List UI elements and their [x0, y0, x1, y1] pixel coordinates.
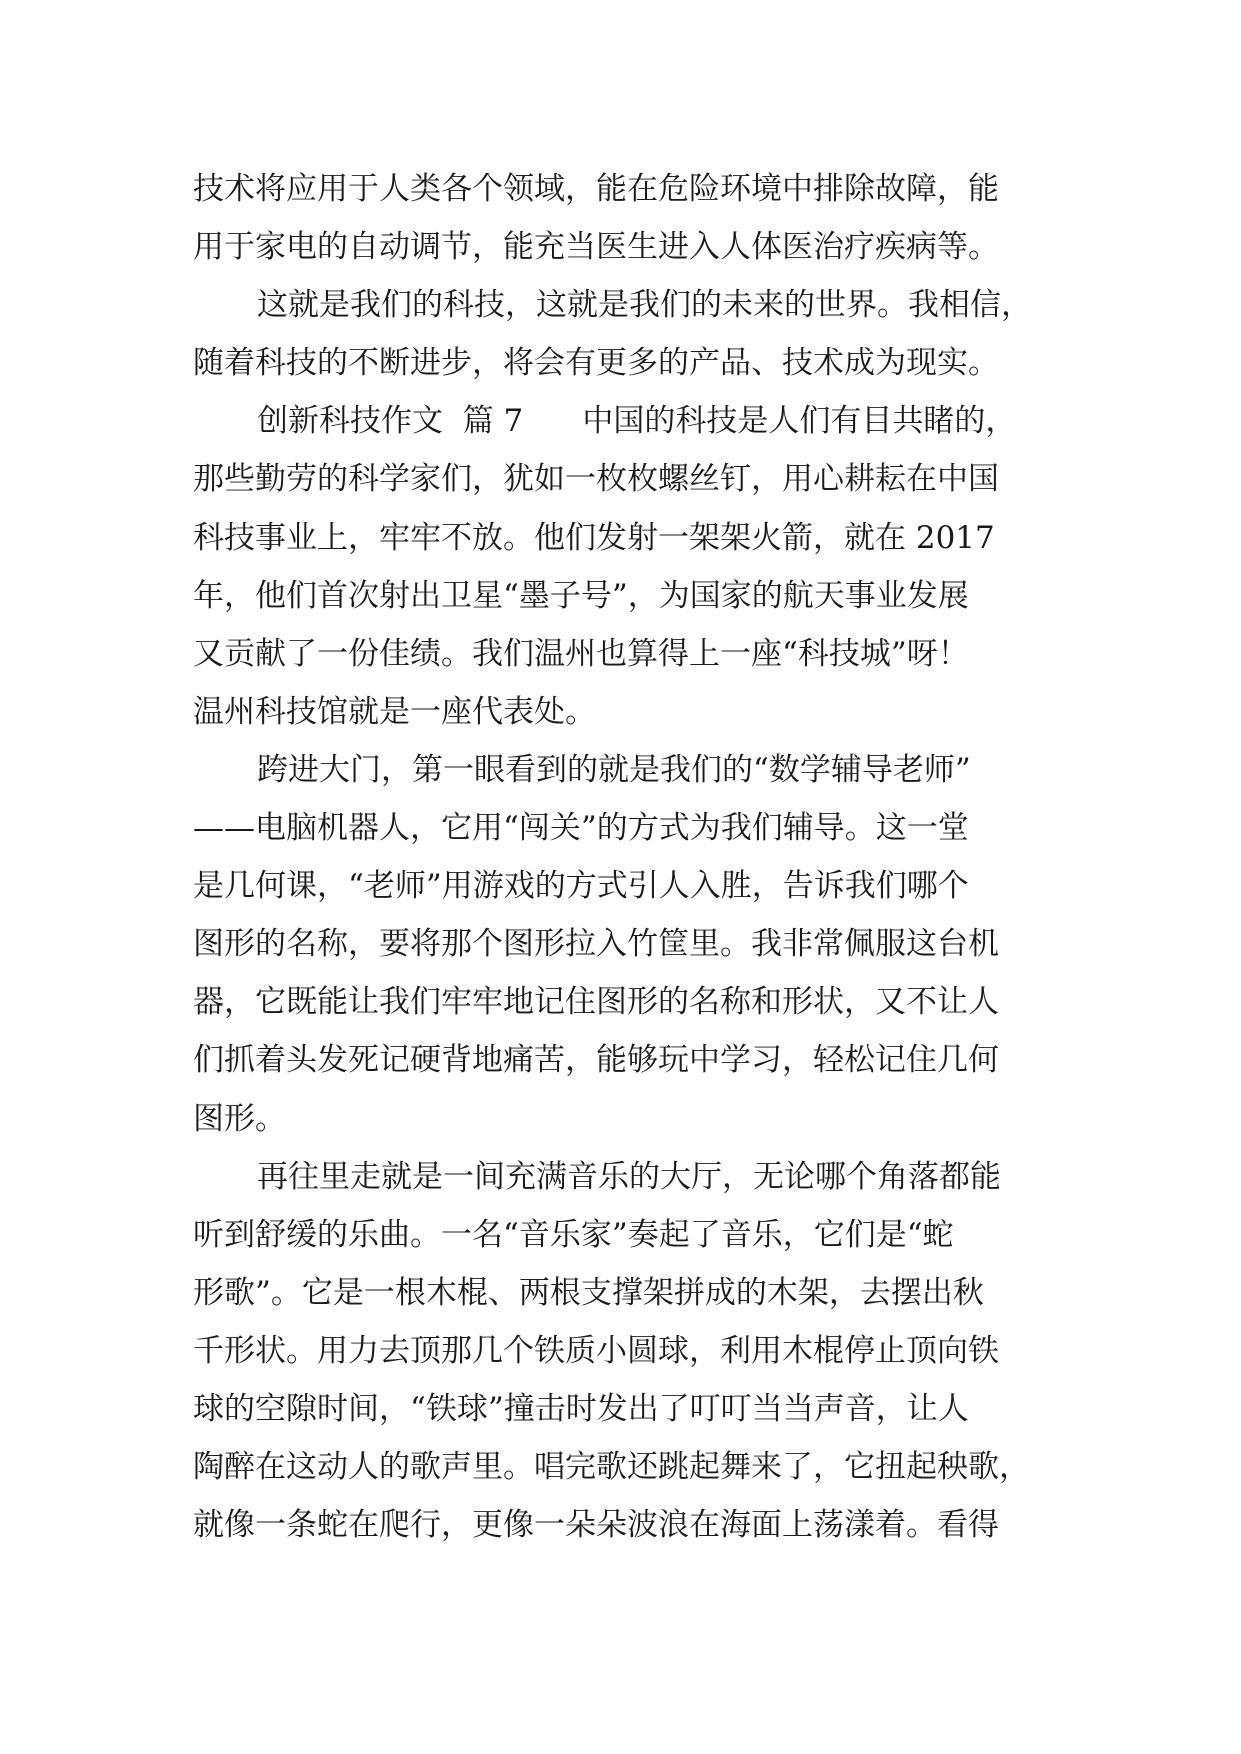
text-line: 听到舒缓的乐曲。一名“音乐家”奏起了音乐，它们是“蛇 — [193, 1216, 954, 1253]
text-line: 就像一条蛇在爬行，更像一朵朵波浪在海面上荡漾着。看得 — [193, 1507, 999, 1544]
essay-body — [193, 160, 1073, 1554]
text-line: 形歌”。它是一根木棍、两根支撑架拼成的木架，去摆出秋 — [193, 1274, 984, 1311]
text-line: 陶醉在这动人的歌声里。唱完歌还跳起舞来了，它扭起秧歌， — [193, 1449, 1030, 1486]
text-line: 球的空隙时间，“铁球”撞击时发出了叮叮当当声音，让人 — [193, 1390, 969, 1427]
text-line: 技术将应用于人类各个领域，能在危险环境中排除故障，能 — [193, 171, 999, 207]
text-line: 图形。 — [193, 1100, 286, 1137]
paragraph-start-line: 再往里走就是一间充满音乐的大厅，无论哪个角落都能 — [257, 1158, 1001, 1195]
text-line: 温州科技馆就是一座代表处。 — [193, 693, 596, 730]
text-line: 们抓着头发死记硬背地痛苦，能够玩中学习，轻松记住几何 — [193, 1042, 999, 1079]
text-line: 是几何课，“老师”用游戏的方式引人入胜，告诉我们哪个 — [193, 868, 969, 905]
text-line: ——电脑机器人，它用“闯关”的方式为我们辅导。这一堂 — [193, 810, 969, 847]
paragraph-start-line: 这就是我们的科技，这就是我们的未来的世界。我相信， — [257, 287, 1032, 324]
text-line: 图形的名称，要将那个图形拉入竹筐里。我非常佩服这台机 — [193, 926, 999, 963]
paragraph-start-line: 跨进大门，第一眼看到的就是我们的“数学辅导老师” — [257, 751, 971, 788]
text-line: 随着科技的不断进步，将会有更多的产品、技术成为现实。 — [193, 345, 999, 382]
text-line: 又贡献了一份佳绩。我们温州也算得上一座“科技城”呀！ — [193, 635, 969, 672]
text-line: 器，它既能让我们牢牢地记住图形的名称和形状，又不让人 — [193, 984, 999, 1021]
section-heading-line: 创新科技作文 篇 7 中国的科技是人们有目共睹的， — [257, 403, 1017, 440]
text-line: 用于家电的自动调节，能充当医生进入人体医治疗疾病等。 — [193, 229, 999, 266]
text-line: 千形状。用力去顶那几个铁质小圆球，利用木棍停止顶向铁 — [193, 1332, 999, 1369]
text-line: 年，他们首次射出卫星“墨子号”，为国家的航天事业发展 — [193, 577, 969, 614]
text-line: 科技事业上，牢牢不放。他们发射一架架火箭，就在 2017 — [193, 519, 995, 556]
text-line: 那些勤劳的科学家们，犹如一枚枚螺丝钉，用心耕耘在中国 — [193, 461, 999, 498]
